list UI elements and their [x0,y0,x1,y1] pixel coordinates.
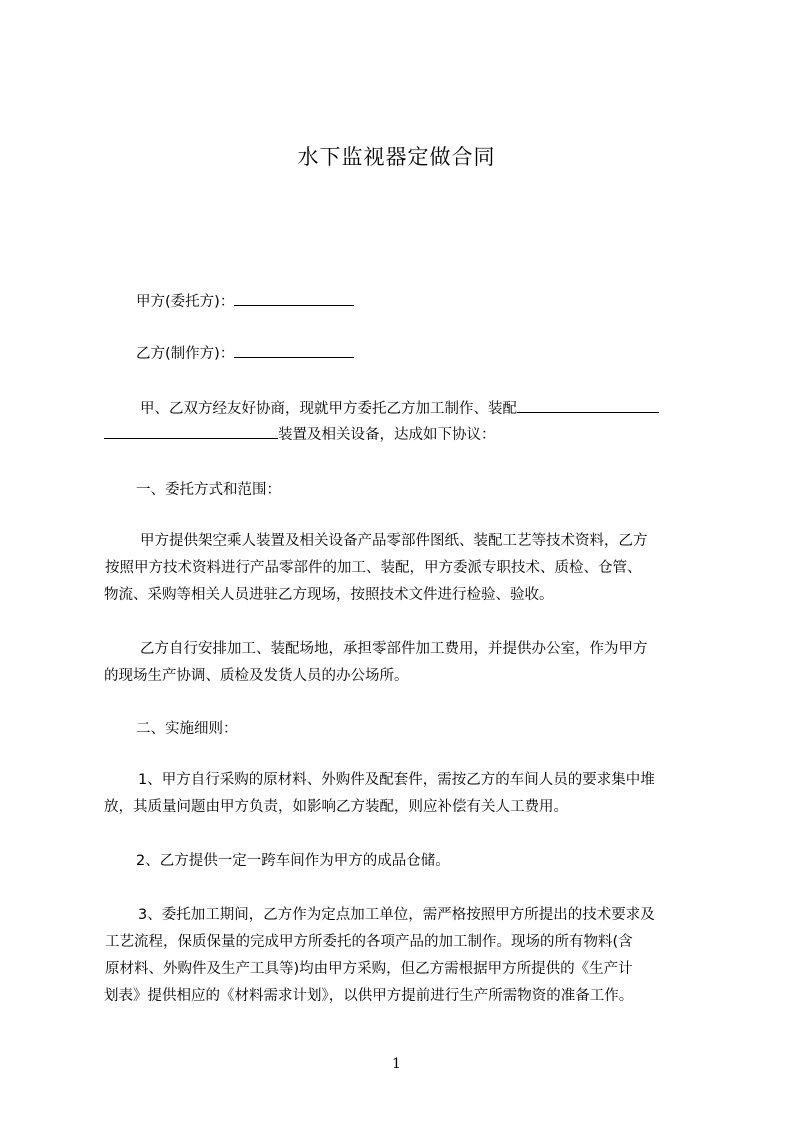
section-1-heading: 一、委托方式和范围： [136,482,281,498]
intro-line-2 [104,424,496,446]
section-2-item-3-line-4: 划表》提供相应的《材料需求计划》，以供甲方提前进行生产所需物资的准备工作。 [104,988,634,1004]
party-b-line [136,343,354,365]
intro-text-2: 装置及相关设备，达成如下协议： [278,427,496,443]
party-b-label: 乙方(制作方)： [136,346,235,362]
section-2-item-3-line-2: 工艺流程，保质保量的完成甲方所委托的各项产品的加工制作。现场的所有物料(含 [105,934,633,950]
document-title: 水下监视器定做合同 [297,145,496,169]
section-2-item-3-line-3: 原材料、外购件及生产工具等)均由甲方采购，但乙方需根据甲方所提供的《生产计 [105,961,633,977]
party-b-blank [234,343,354,358]
section-2-item-1-line-1: 1、甲方自行采购的原材料、外购件及配套件，需按乙方的车间人员的要求集中堆 [138,772,655,788]
section-1-para-1-line-1: 甲方提供架空乘人装置及相关设备产品零部件图纸、装配工艺等技术资料，乙方 [140,533,648,549]
page-number: 1 [392,1056,401,1072]
section-2-item-1-line-2: 放，其质量问题由甲方负责，如影响乙方装配，则应补偿有关人工费用。 [104,799,568,815]
intro-blank-1 [517,398,659,413]
section-2-item-2-line-1: 2、乙方提供一定一跨车间作为甲方的成品仓储。 [136,853,450,869]
party-a-label: 甲方(委托方)： [136,294,235,310]
party-a-line [136,291,354,313]
intro-blank-2 [104,424,278,439]
party-a-blank [234,291,354,306]
section-1-para-2-line-1: 乙方自行安排加工、装配场地，承担零部件加工费用，并提供办公室，作为甲方 [140,641,648,657]
section-1-para-1-line-2: 按照甲方技术资料进行产品零部件的加工、装配，甲方委派专职技术、质检、仓管、 [105,560,642,576]
section-2-heading: 二、实施细则： [136,721,238,737]
section-1-para-1-line-3: 物流、采购等相关人员进驻乙方现场，按照技术文件进行检验、验收。 [104,587,554,603]
section-1-para-2-line-2: 的现场生产协调、质检及发货人员的办公场所。 [104,668,409,684]
intro-text-1: 甲、乙双方经友好协商，现就甲方委托乙方加工制作、装配 [140,401,517,417]
section-2-item-3-line-1: 3、委托加工期间，乙方作为定点加工单位，需严格按照甲方所提出的技术要求及 [138,907,655,923]
intro-line-1 [140,398,659,420]
